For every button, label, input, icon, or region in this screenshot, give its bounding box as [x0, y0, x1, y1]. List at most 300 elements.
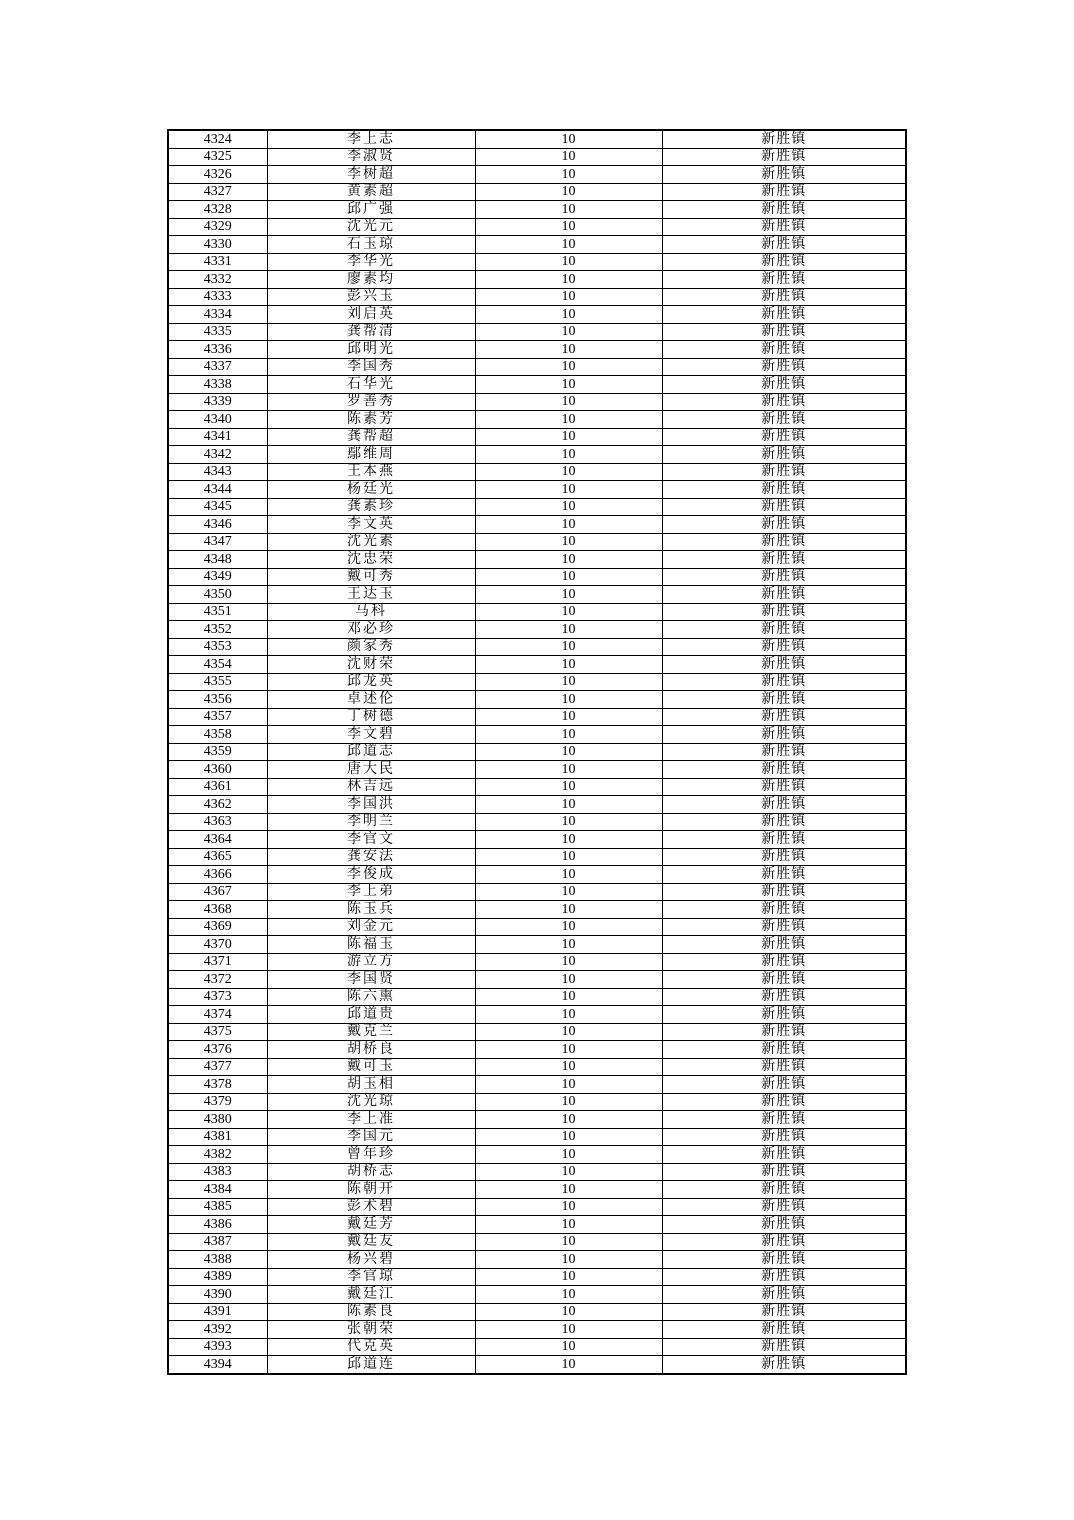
name-cell: 李官琼	[267, 1268, 475, 1286]
town-cell: 新胜镇	[662, 953, 906, 971]
table-row	[168, 971, 906, 989]
table-row	[168, 1198, 906, 1216]
town-cell: 新胜镇	[662, 201, 906, 219]
name-cell: 马科	[267, 603, 475, 621]
amount-cell: 10	[475, 1006, 662, 1024]
row-number-cell: 4381	[168, 1128, 267, 1146]
town-cell: 新胜镇	[662, 376, 906, 394]
row-number-cell: 4346	[168, 516, 267, 534]
town-cell: 新胜镇	[662, 638, 906, 656]
row-number-cell: 4355	[168, 673, 267, 691]
table-row	[168, 166, 906, 184]
table-row	[168, 498, 906, 516]
name-cell: 李文英	[267, 516, 475, 534]
amount-cell: 10	[475, 1251, 662, 1269]
amount-cell: 10	[475, 988, 662, 1006]
name-cell: 游立方	[267, 953, 475, 971]
name-cell: 李上弟	[267, 883, 475, 901]
amount-cell: 10	[475, 726, 662, 744]
town-cell: 新胜镇	[662, 533, 906, 551]
table-row	[168, 1251, 906, 1269]
name-cell: 胡玉相	[267, 1076, 475, 1094]
amount-cell: 10	[475, 306, 662, 324]
row-number-cell: 4342	[168, 446, 267, 464]
row-number-cell: 4386	[168, 1216, 267, 1234]
table-row	[168, 271, 906, 289]
amount-cell: 10	[475, 1268, 662, 1286]
amount-cell: 10	[475, 516, 662, 534]
table-row	[168, 1163, 906, 1181]
row-number-cell: 4356	[168, 691, 267, 709]
row-number-cell: 4339	[168, 393, 267, 411]
name-cell: 邱明光	[267, 341, 475, 359]
amount-cell: 10	[475, 901, 662, 919]
table-row	[168, 1058, 906, 1076]
name-cell: 李明兰	[267, 813, 475, 831]
row-number-cell: 4348	[168, 551, 267, 569]
amount-cell: 10	[475, 341, 662, 359]
name-cell: 戴可玉	[267, 1058, 475, 1076]
name-cell: 杨廷光	[267, 481, 475, 499]
row-number-cell: 4365	[168, 848, 267, 866]
name-cell: 龚帮清	[267, 323, 475, 341]
amount-cell: 10	[475, 201, 662, 219]
amount-cell: 10	[475, 1198, 662, 1216]
row-number-cell: 4376	[168, 1041, 267, 1059]
row-number-cell: 4390	[168, 1286, 267, 1304]
table-row	[168, 988, 906, 1006]
row-number-cell: 4389	[168, 1268, 267, 1286]
town-cell: 新胜镇	[662, 411, 906, 429]
town-cell: 新胜镇	[662, 428, 906, 446]
town-cell: 新胜镇	[662, 446, 906, 464]
town-cell: 新胜镇	[662, 288, 906, 306]
amount-cell: 10	[475, 1303, 662, 1321]
town-cell: 新胜镇	[662, 568, 906, 586]
row-number-cell: 4374	[168, 1006, 267, 1024]
row-number-cell: 4367	[168, 883, 267, 901]
row-number-cell: 4328	[168, 201, 267, 219]
row-number-cell: 4327	[168, 183, 267, 201]
name-cell: 王本燕	[267, 463, 475, 481]
amount-cell: 10	[475, 1338, 662, 1356]
table-row	[168, 306, 906, 324]
row-number-cell: 4332	[168, 271, 267, 289]
name-cell: 戴可秀	[267, 568, 475, 586]
amount-cell: 10	[475, 1146, 662, 1164]
name-cell: 曾年珍	[267, 1146, 475, 1164]
amount-cell: 10	[475, 621, 662, 639]
town-cell: 新胜镇	[662, 551, 906, 569]
name-cell: 邱道志	[267, 743, 475, 761]
town-cell: 新胜镇	[662, 498, 906, 516]
town-cell: 新胜镇	[662, 1233, 906, 1251]
name-cell: 邓必珍	[267, 621, 475, 639]
name-cell: 林吉远	[267, 778, 475, 796]
table-row	[168, 288, 906, 306]
town-cell: 新胜镇	[662, 778, 906, 796]
table-row	[168, 1041, 906, 1059]
table-row	[168, 253, 906, 271]
name-cell: 王达玉	[267, 586, 475, 604]
name-cell: 代克英	[267, 1338, 475, 1356]
name-cell: 沈财荣	[267, 656, 475, 674]
town-cell: 新胜镇	[662, 1023, 906, 1041]
row-number-cell: 4341	[168, 428, 267, 446]
row-number-cell: 4330	[168, 236, 267, 254]
table-row	[168, 656, 906, 674]
table-row	[168, 1338, 906, 1356]
town-cell: 新胜镇	[662, 218, 906, 236]
table-row	[168, 1286, 906, 1304]
row-number-cell: 4360	[168, 761, 267, 779]
town-cell: 新胜镇	[662, 1163, 906, 1181]
row-number-cell: 4392	[168, 1321, 267, 1339]
town-cell: 新胜镇	[662, 708, 906, 726]
amount-cell: 10	[475, 551, 662, 569]
table-row	[168, 953, 906, 971]
row-number-cell: 4344	[168, 481, 267, 499]
amount-cell: 10	[475, 848, 662, 866]
table-row	[168, 516, 906, 534]
amount-cell: 10	[475, 218, 662, 236]
row-number-cell: 4340	[168, 411, 267, 429]
town-cell: 新胜镇	[662, 166, 906, 184]
amount-cell: 10	[475, 358, 662, 376]
amount-cell: 10	[475, 866, 662, 884]
row-number-cell: 4338	[168, 376, 267, 394]
table-row	[168, 883, 906, 901]
amount-cell: 10	[475, 148, 662, 166]
table-row	[168, 603, 906, 621]
amount-cell: 10	[475, 288, 662, 306]
town-cell: 新胜镇	[662, 393, 906, 411]
town-cell: 新胜镇	[662, 323, 906, 341]
table-row	[168, 1076, 906, 1094]
table-row	[168, 708, 906, 726]
row-number-cell: 4375	[168, 1023, 267, 1041]
row-number-cell: 4352	[168, 621, 267, 639]
town-cell: 新胜镇	[662, 1286, 906, 1304]
amount-cell: 10	[475, 918, 662, 936]
town-cell: 新胜镇	[662, 1338, 906, 1356]
amount-cell: 10	[475, 708, 662, 726]
town-cell: 新胜镇	[662, 866, 906, 884]
town-cell: 新胜镇	[662, 1216, 906, 1234]
name-cell: 陈素芳	[267, 411, 475, 429]
town-cell: 新胜镇	[662, 148, 906, 166]
row-number-cell: 4393	[168, 1338, 267, 1356]
row-number-cell: 4366	[168, 866, 267, 884]
row-number-cell: 4334	[168, 306, 267, 324]
table-row	[168, 1356, 906, 1374]
name-cell: 李淑贤	[267, 148, 475, 166]
town-cell: 新胜镇	[662, 691, 906, 709]
amount-cell: 10	[475, 971, 662, 989]
table-row	[168, 743, 906, 761]
amount-cell: 10	[475, 498, 662, 516]
town-cell: 新胜镇	[662, 831, 906, 849]
name-cell: 彭术碧	[267, 1198, 475, 1216]
amount-cell: 10	[475, 603, 662, 621]
amount-cell: 10	[475, 831, 662, 849]
town-cell: 新胜镇	[662, 918, 906, 936]
table-row	[168, 621, 906, 639]
table-row	[168, 1006, 906, 1024]
amount-cell: 10	[475, 166, 662, 184]
table-row	[168, 341, 906, 359]
town-cell: 新胜镇	[662, 1198, 906, 1216]
table-row	[168, 936, 906, 954]
name-cell: 鄢维周	[267, 446, 475, 464]
name-cell: 陈福玉	[267, 936, 475, 954]
row-number-cell: 4354	[168, 656, 267, 674]
name-cell: 李国洪	[267, 796, 475, 814]
amount-cell: 10	[475, 253, 662, 271]
table-row	[168, 778, 906, 796]
amount-cell: 10	[475, 1093, 662, 1111]
town-cell: 新胜镇	[662, 1356, 906, 1374]
row-number-cell: 4372	[168, 971, 267, 989]
town-cell: 新胜镇	[662, 726, 906, 744]
table-row	[168, 1146, 906, 1164]
amount-cell: 10	[475, 796, 662, 814]
name-cell: 唐大民	[267, 761, 475, 779]
row-number-cell: 4362	[168, 796, 267, 814]
amount-cell: 10	[475, 1058, 662, 1076]
town-cell: 新胜镇	[662, 130, 906, 148]
amount-cell: 10	[475, 183, 662, 201]
town-cell: 新胜镇	[662, 481, 906, 499]
name-cell: 陈素良	[267, 1303, 475, 1321]
name-cell: 廖素均	[267, 271, 475, 289]
table-row	[168, 1093, 906, 1111]
town-cell: 新胜镇	[662, 1111, 906, 1129]
name-cell: 石华光	[267, 376, 475, 394]
town-cell: 新胜镇	[662, 656, 906, 674]
row-number-cell: 4383	[168, 1163, 267, 1181]
table-row	[168, 218, 906, 236]
name-cell: 戴廷友	[267, 1233, 475, 1251]
row-number-cell: 4359	[168, 743, 267, 761]
town-cell: 新胜镇	[662, 813, 906, 831]
name-cell: 颜家秀	[267, 638, 475, 656]
name-cell: 彭兴玉	[267, 288, 475, 306]
row-number-cell: 4363	[168, 813, 267, 831]
row-number-cell: 4382	[168, 1146, 267, 1164]
row-number-cell: 4326	[168, 166, 267, 184]
amount-cell: 10	[475, 533, 662, 551]
name-cell: 邱道贵	[267, 1006, 475, 1024]
row-number-cell: 4370	[168, 936, 267, 954]
table-row	[168, 323, 906, 341]
row-number-cell: 4373	[168, 988, 267, 1006]
town-cell: 新胜镇	[662, 603, 906, 621]
table-row	[168, 1268, 906, 1286]
row-number-cell: 4347	[168, 533, 267, 551]
town-cell: 新胜镇	[662, 341, 906, 359]
name-cell: 李国秀	[267, 358, 475, 376]
table-row	[168, 691, 906, 709]
amount-cell: 10	[475, 1216, 662, 1234]
name-cell: 邱道连	[267, 1356, 475, 1374]
town-cell: 新胜镇	[662, 358, 906, 376]
town-cell: 新胜镇	[662, 1251, 906, 1269]
row-number-cell: 4357	[168, 708, 267, 726]
table-row	[168, 428, 906, 446]
name-cell: 李国元	[267, 1128, 475, 1146]
name-cell: 丁树德	[267, 708, 475, 726]
town-cell: 新胜镇	[662, 1076, 906, 1094]
row-number-cell: 4349	[168, 568, 267, 586]
name-cell: 刘启英	[267, 306, 475, 324]
table-row	[168, 533, 906, 551]
table-row	[168, 1303, 906, 1321]
amount-cell: 10	[475, 936, 662, 954]
town-cell: 新胜镇	[662, 936, 906, 954]
name-cell: 李文碧	[267, 726, 475, 744]
table-row	[168, 376, 906, 394]
table-row	[168, 848, 906, 866]
row-number-cell: 4388	[168, 1251, 267, 1269]
table-row	[168, 796, 906, 814]
table-row	[168, 831, 906, 849]
amount-cell: 10	[475, 1181, 662, 1199]
row-number-cell: 4358	[168, 726, 267, 744]
amount-cell: 10	[475, 481, 662, 499]
town-cell: 新胜镇	[662, 586, 906, 604]
town-cell: 新胜镇	[662, 183, 906, 201]
amount-cell: 10	[475, 1286, 662, 1304]
table-row	[168, 551, 906, 569]
subsidy-table	[167, 129, 907, 1375]
row-number-cell: 4387	[168, 1233, 267, 1251]
table-row	[168, 201, 906, 219]
amount-cell: 10	[475, 778, 662, 796]
amount-cell: 10	[475, 393, 662, 411]
row-number-cell: 4394	[168, 1356, 267, 1374]
amount-cell: 10	[475, 463, 662, 481]
amount-cell: 10	[475, 1321, 662, 1339]
name-cell: 戴廷江	[267, 1286, 475, 1304]
amount-cell: 10	[475, 1111, 662, 1129]
row-number-cell: 4377	[168, 1058, 267, 1076]
name-cell: 罗善秀	[267, 393, 475, 411]
name-cell: 李上准	[267, 1111, 475, 1129]
name-cell: 张朝荣	[267, 1321, 475, 1339]
amount-cell: 10	[475, 376, 662, 394]
table-row	[168, 918, 906, 936]
town-cell: 新胜镇	[662, 1321, 906, 1339]
table-row	[168, 901, 906, 919]
town-cell: 新胜镇	[662, 673, 906, 691]
table-row	[168, 1128, 906, 1146]
name-cell: 邱龙英	[267, 673, 475, 691]
row-number-cell: 4337	[168, 358, 267, 376]
table-row	[168, 568, 906, 586]
table-body	[168, 130, 906, 1374]
amount-cell: 10	[475, 236, 662, 254]
row-number-cell: 4345	[168, 498, 267, 516]
row-number-cell: 4333	[168, 288, 267, 306]
amount-cell: 10	[475, 813, 662, 831]
row-number-cell: 4336	[168, 341, 267, 359]
table-row	[168, 236, 906, 254]
amount-cell: 10	[475, 411, 662, 429]
amount-cell: 10	[475, 130, 662, 148]
name-cell: 黄素超	[267, 183, 475, 201]
table-row	[168, 638, 906, 656]
amount-cell: 10	[475, 761, 662, 779]
name-cell: 杨兴碧	[267, 1251, 475, 1269]
table-row	[168, 813, 906, 831]
row-number-cell: 4380	[168, 1111, 267, 1129]
town-cell: 新胜镇	[662, 988, 906, 1006]
name-cell: 龚安法	[267, 848, 475, 866]
amount-cell: 10	[475, 446, 662, 464]
row-number-cell: 4331	[168, 253, 267, 271]
row-number-cell: 4378	[168, 1076, 267, 1094]
table-row	[168, 1181, 906, 1199]
town-cell: 新胜镇	[662, 1041, 906, 1059]
amount-cell: 10	[475, 1041, 662, 1059]
name-cell: 石玉琼	[267, 236, 475, 254]
row-number-cell: 4329	[168, 218, 267, 236]
town-cell: 新胜镇	[662, 253, 906, 271]
name-cell: 邱广强	[267, 201, 475, 219]
table-row	[168, 1023, 906, 1041]
name-cell: 戴廷芳	[267, 1216, 475, 1234]
name-cell: 卓述伦	[267, 691, 475, 709]
town-cell: 新胜镇	[662, 848, 906, 866]
row-number-cell: 4325	[168, 148, 267, 166]
table-row	[168, 1233, 906, 1251]
town-cell: 新胜镇	[662, 236, 906, 254]
town-cell: 新胜镇	[662, 1146, 906, 1164]
table-row	[168, 393, 906, 411]
row-number-cell: 4350	[168, 586, 267, 604]
table-row	[168, 358, 906, 376]
name-cell: 刘金元	[267, 918, 475, 936]
town-cell: 新胜镇	[662, 1128, 906, 1146]
table-row	[168, 411, 906, 429]
table-row	[168, 183, 906, 201]
table-row	[168, 761, 906, 779]
row-number-cell: 4351	[168, 603, 267, 621]
name-cell: 李俊成	[267, 866, 475, 884]
name-cell: 胡桥志	[267, 1163, 475, 1181]
name-cell: 李国贤	[267, 971, 475, 989]
table-row	[168, 481, 906, 499]
amount-cell: 10	[475, 586, 662, 604]
table-row	[168, 586, 906, 604]
town-cell: 新胜镇	[662, 971, 906, 989]
row-number-cell: 4353	[168, 638, 267, 656]
table-row	[168, 446, 906, 464]
name-cell: 戴克兰	[267, 1023, 475, 1041]
town-cell: 新胜镇	[662, 901, 906, 919]
town-cell: 新胜镇	[662, 463, 906, 481]
name-cell: 龚素珍	[267, 498, 475, 516]
name-cell: 胡桥良	[267, 1041, 475, 1059]
amount-cell: 10	[475, 883, 662, 901]
town-cell: 新胜镇	[662, 1268, 906, 1286]
town-cell: 新胜镇	[662, 621, 906, 639]
amount-cell: 10	[475, 953, 662, 971]
table-row	[168, 673, 906, 691]
row-number-cell: 4384	[168, 1181, 267, 1199]
town-cell: 新胜镇	[662, 1303, 906, 1321]
